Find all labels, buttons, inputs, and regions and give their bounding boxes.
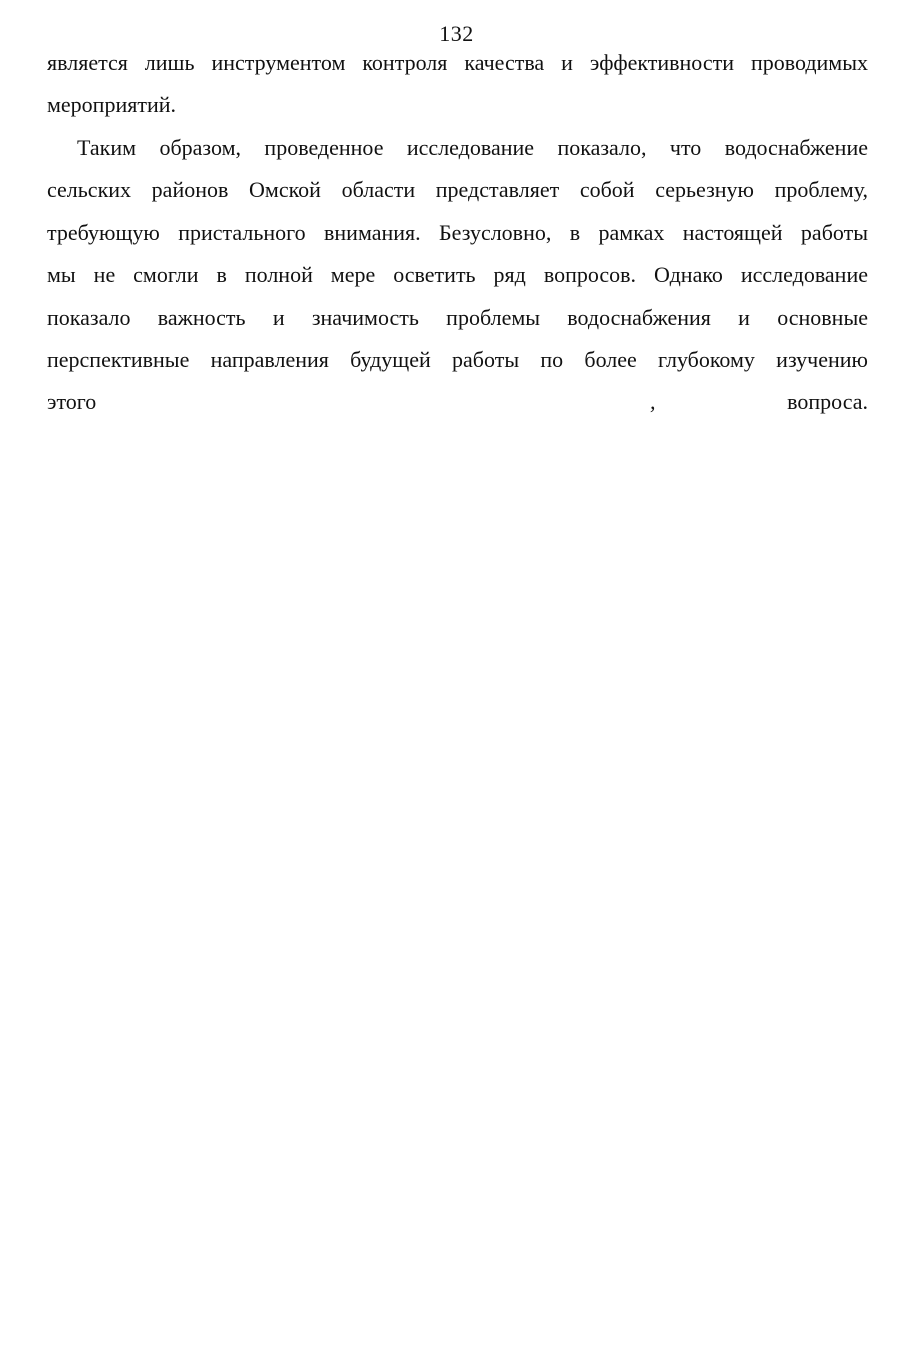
text-line-5: требующую пристального внимания. Безусловно, в рамках настоящей работы — [47, 220, 868, 245]
text-line-3: Таким образом, проведенное исследование показало, что водоснабжение — [77, 135, 868, 160]
text-line-1: является лишь инструментом контроля качества и эффективности проводимых — [47, 50, 868, 75]
text-line-6: мы не смогли в полной мере осветить ряд вопросов. Однако исследование — [47, 262, 868, 287]
text-line-9-left: этого — [47, 389, 97, 414]
stray-comma-mark: , — [650, 389, 656, 414]
text-line-9 — [47, 387, 868, 417]
text-line-7: показало важность и значимость проблемы водоснабжения и основные — [47, 305, 868, 330]
paragraph-line-1 — [47, 133, 868, 163]
text-line-2: мероприятий. — [47, 92, 177, 117]
page-number: 132 — [439, 21, 474, 46]
text-line-9-right: вопроса. — [787, 389, 868, 414]
text-line-8: перспективные направления будущей работы по более глубокому изучению — [47, 347, 868, 372]
text-line-4: сельских районов Омской области представляет собой серьезную проблему, — [47, 177, 868, 202]
